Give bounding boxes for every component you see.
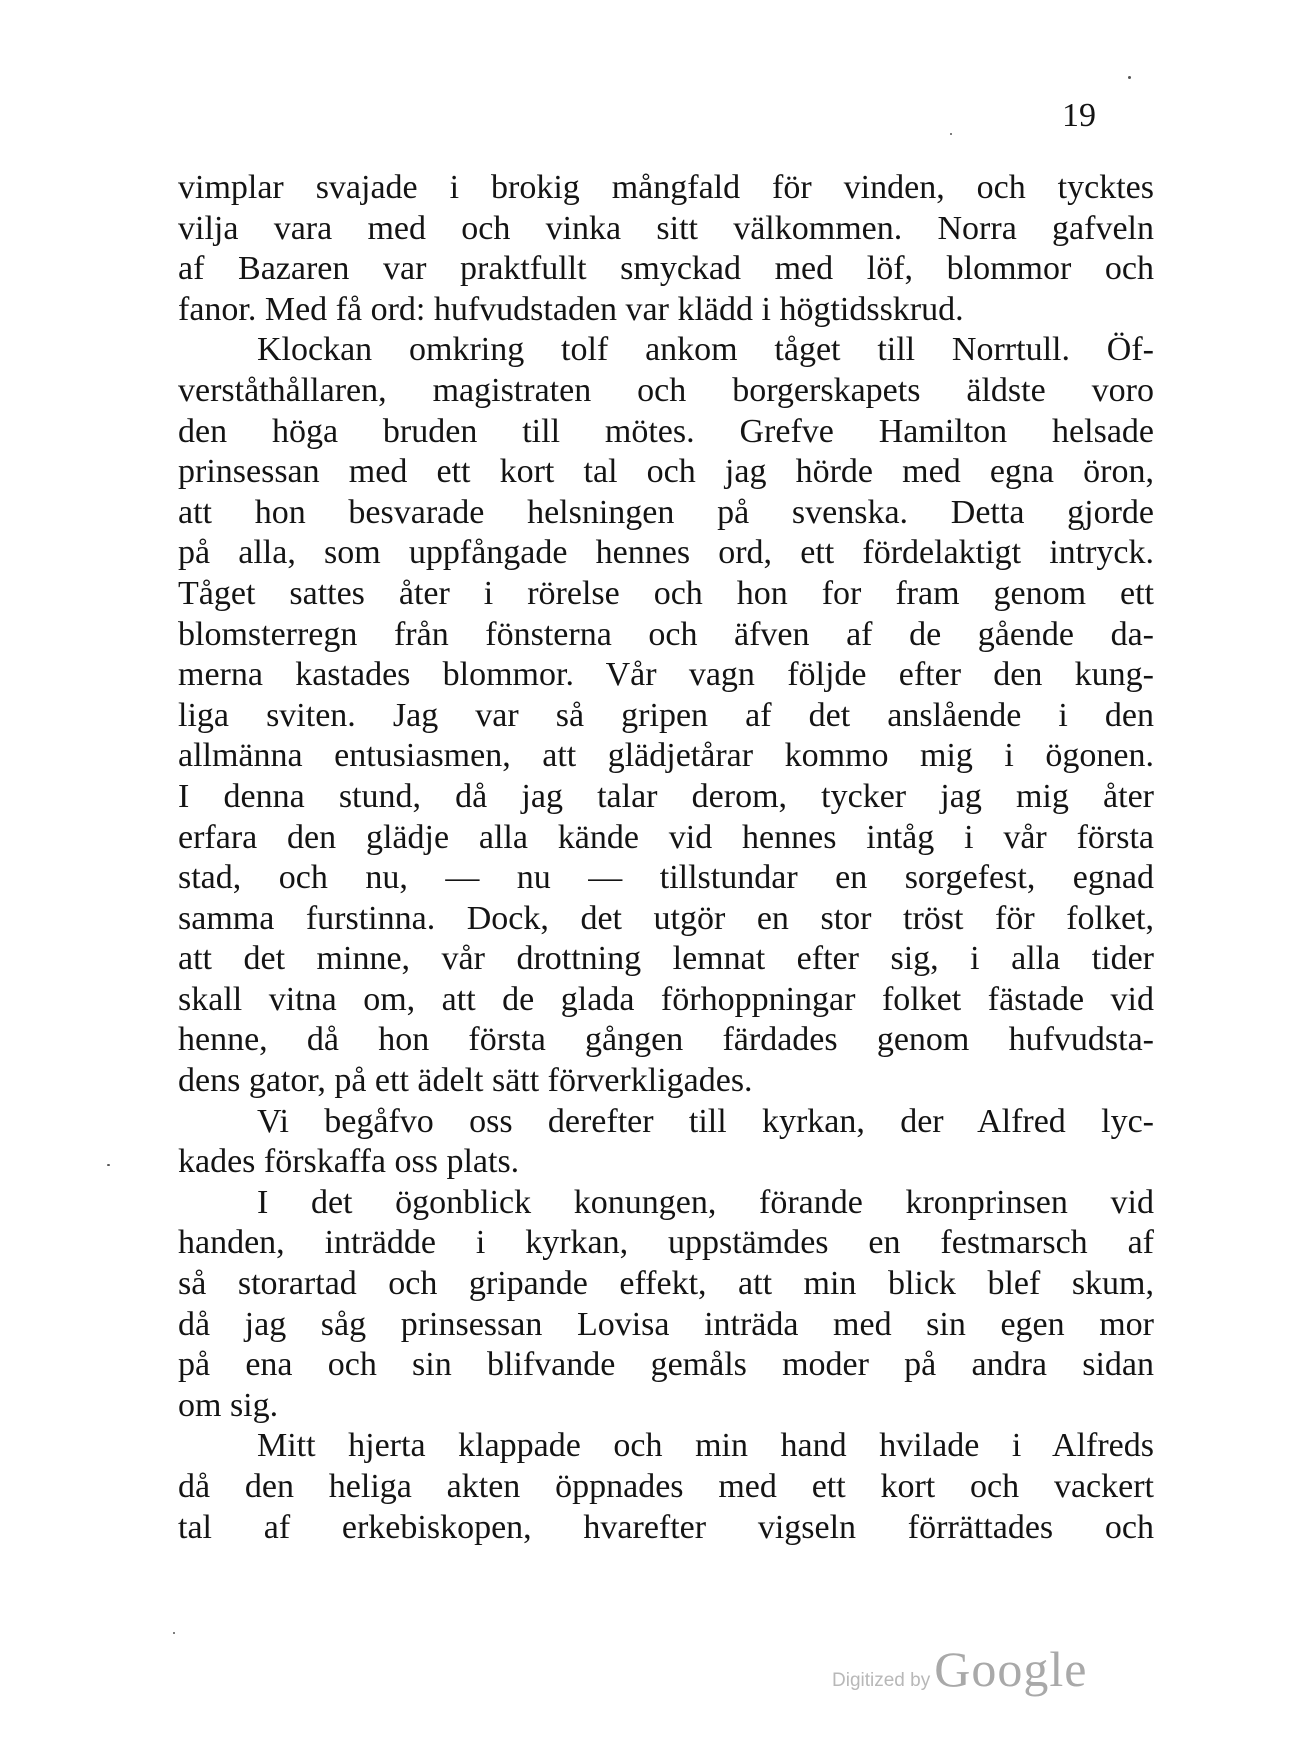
text-line: då den heliga akten öppnades med ett kort och vackert (178, 1468, 1154, 1505)
text-line: erfara den glädje alla kände vid hennes intåg i vår första (178, 818, 1154, 856)
scan-speck (173, 1632, 175, 1634)
text-line: blomsterregn från fönsterna och äfven af de gående da- (178, 615, 1154, 653)
text-line: fanor. Med få ord: hufvudstaden var klädd i högtidsskrud. (178, 290, 964, 328)
text-line: allmänna entusiasmen, att glädjetårar kommo mig i ögonen. (178, 737, 1154, 775)
scan-speck (1128, 76, 1131, 79)
text-line: att hon besvarade helsningen på svenska. Detta gjorde (178, 493, 1154, 531)
text-line: vimplar svajade i brokig mångfald för vinden, och tycktes (178, 169, 1154, 206)
text-line: tal af erkebiskopen, hvarefter vigseln förrättades och (178, 1508, 1154, 1546)
scan-speck (950, 133, 952, 135)
text-line: på alla, som uppfångade hennes ord, ett fördelaktigt intryck. (178, 534, 1154, 572)
text-line: samma furstinna. Dock, det utgör en stor tröst för folket, (178, 899, 1154, 937)
body-text (178, 168, 1154, 1548)
text-line: henne, då hon första gången färdades genom hufvudsta- (178, 1021, 1154, 1059)
text-line: om sig. (178, 1386, 279, 1424)
text-line: den höga bruden till mötes. Grefve Hamilton helsade (178, 412, 1154, 450)
text-line: Klockan omkring tolf ankom tåget till Norrtull. Öf- (257, 331, 1154, 369)
text-line: stad, och nu, — nu — tillstundar en sorgefest, egnad (178, 859, 1154, 897)
text-line: Vi begåfvo oss derefter till kyrkan, der Alfred lyc- (257, 1102, 1154, 1140)
text-line: skall vitna om, att de glada förhoppningar folket fästade vid (178, 980, 1154, 1018)
text-line: så storartad och gripande effekt, att min blick blef skum, (178, 1265, 1154, 1303)
text-line: vilja vara med och vinka sitt välkommen. Norra gafveln (178, 209, 1154, 247)
text-line: prinsessan med ett kort tal och jag hörde med egna öron, (178, 453, 1154, 491)
text-line: merna kastades blommor. Vår vagn följde efter den kung- (178, 656, 1154, 694)
text-line: I denna stund, då jag talar derom, tycker jag mig åter (178, 777, 1154, 815)
text-line: handen, inträdde i kyrkan, uppstämdes en festmarsch af (178, 1224, 1154, 1262)
watermark-prefix: Digitized by (832, 1670, 931, 1691)
text-line: Tåget sattes åter i rörelse och hon for fram genom ett (178, 574, 1154, 612)
page-number: 19 (1062, 97, 1096, 134)
digitized-watermark (832, 1640, 1087, 1698)
text-line: dens gator, på ett ädelt sätt förverkligades. (178, 1062, 753, 1100)
google-logo: Google (934, 1641, 1088, 1697)
text-line: I det ögonblick konungen, förande kronprinsen vid (257, 1183, 1154, 1221)
scan-speck (107, 1164, 110, 1166)
text-line: att det minne, vår drottning lemnat efter sig, i alla tider (178, 940, 1154, 978)
text-line: liga sviten. Jag var så gripen af det anslående i den (178, 696, 1154, 734)
text-line: Mitt hjerta klappade och min hand hvilade i Alfreds (257, 1427, 1154, 1465)
text-line: kades förskaffa oss plats. (178, 1143, 520, 1181)
text-line: på ena och sin blifvande gemåls moder på andra sidan (178, 1346, 1154, 1384)
text-line: af Bazaren var praktfullt smyckad med löf, blommor och (178, 250, 1154, 288)
text-line: verståthållaren, magistraten och borgerskapets äldste voro (178, 371, 1154, 409)
text-line: då jag såg prinsessan Lovisa inträda med sin egen mor (178, 1305, 1154, 1343)
